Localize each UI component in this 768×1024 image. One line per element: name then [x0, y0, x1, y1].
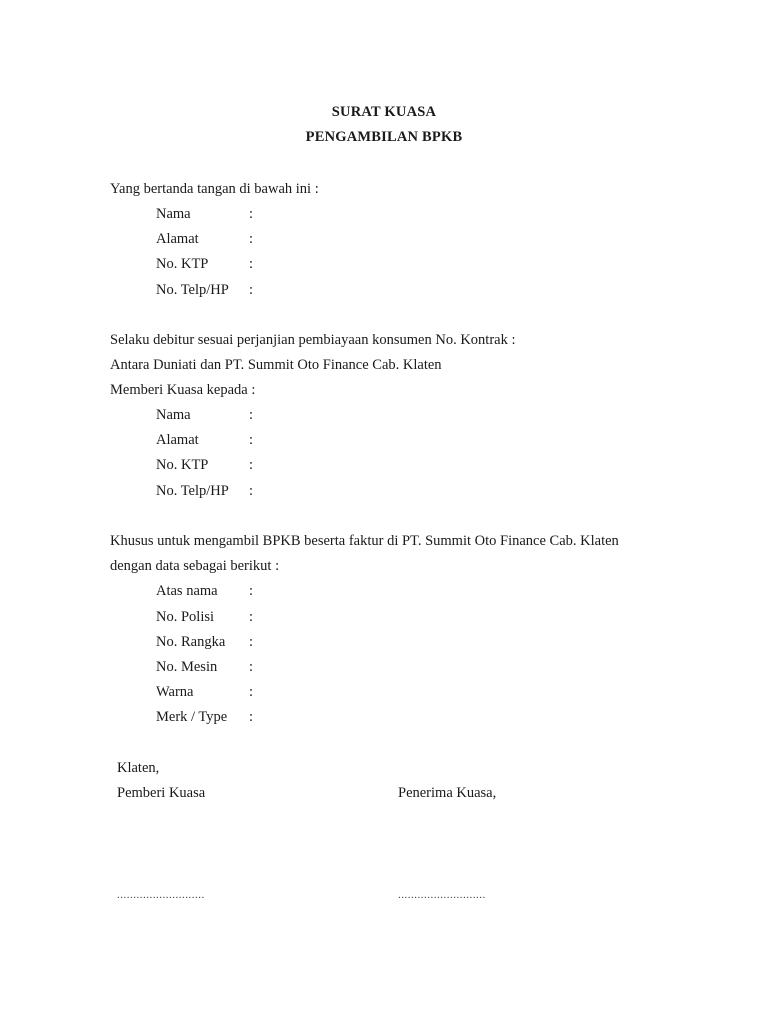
- field-row: [156, 482, 253, 500]
- grantor-signature-line: ...........................: [117, 889, 205, 901]
- grantee-signature-line: ...........................: [398, 889, 486, 901]
- field-row: [156, 658, 253, 676]
- field-separator: :: [249, 659, 254, 675]
- field-label: Nama: [156, 407, 191, 423]
- field-label: Merk / Type: [156, 709, 228, 725]
- field-row: [156, 205, 253, 223]
- field-label: No. Polisi: [156, 609, 215, 625]
- data-intro-text: dengan data sebagai berikut :: [110, 558, 280, 574]
- grant-text: Memberi Kuasa kepada :: [110, 382, 256, 398]
- field-label: No. Mesin: [156, 659, 218, 675]
- field-label: Alamat: [156, 231, 199, 247]
- field-separator: :: [249, 282, 254, 298]
- field-label: No. Telp/HP: [156, 483, 229, 499]
- field-row: [156, 582, 253, 600]
- field-label: Atas nama: [156, 583, 218, 599]
- field-separator: :: [249, 684, 254, 700]
- field-separator: :: [249, 432, 254, 448]
- field-separator: :: [249, 231, 254, 247]
- document-title: SURAT KUASA: [331, 104, 437, 120]
- field-separator: :: [249, 256, 254, 272]
- field-row: [156, 608, 253, 626]
- field-row: [156, 230, 253, 248]
- field-label: No. KTP: [156, 256, 209, 272]
- field-label: No. Telp/HP: [156, 282, 229, 298]
- field-row: [156, 708, 253, 726]
- field-label: No. KTP: [156, 457, 209, 473]
- document-subtitle: PENGAMBILAN BPKB: [305, 129, 463, 145]
- field-separator: :: [249, 483, 254, 499]
- field-separator: :: [249, 407, 254, 423]
- field-separator: :: [249, 634, 254, 650]
- parties-text: Antara Duniati dan PT. Summit Oto Finance Cab. Klaten: [110, 357, 442, 373]
- field-row: [156, 255, 253, 273]
- contract-text: Selaku debitur sesuai perjanjian pembiayaan konsumen No. Kontrak :: [110, 332, 516, 348]
- signature-place: Klaten,: [117, 760, 160, 776]
- field-label: Nama: [156, 206, 191, 222]
- field-separator: :: [249, 457, 254, 473]
- intro-text: Yang bertanda tangan di bawah ini :: [110, 181, 319, 197]
- field-separator: :: [249, 206, 254, 222]
- field-row: [156, 683, 253, 701]
- field-row: [156, 281, 253, 299]
- field-label: No. Rangka: [156, 634, 226, 650]
- purpose-text: Khusus untuk mengambil BPKB beserta faktur di PT. Summit Oto Finance Cab. Klaten: [110, 533, 619, 549]
- field-label: Alamat: [156, 432, 199, 448]
- grantor-label: Pemberi Kuasa: [117, 785, 206, 801]
- field-row: [156, 456, 253, 474]
- field-separator: :: [249, 709, 254, 725]
- field-separator: :: [249, 583, 254, 599]
- field-separator: :: [249, 609, 254, 625]
- field-row: [156, 431, 253, 449]
- field-row: [156, 406, 253, 424]
- field-row: [156, 633, 253, 651]
- grantee-label: Penerima Kuasa,: [398, 785, 497, 801]
- field-label: Warna: [156, 684, 194, 700]
